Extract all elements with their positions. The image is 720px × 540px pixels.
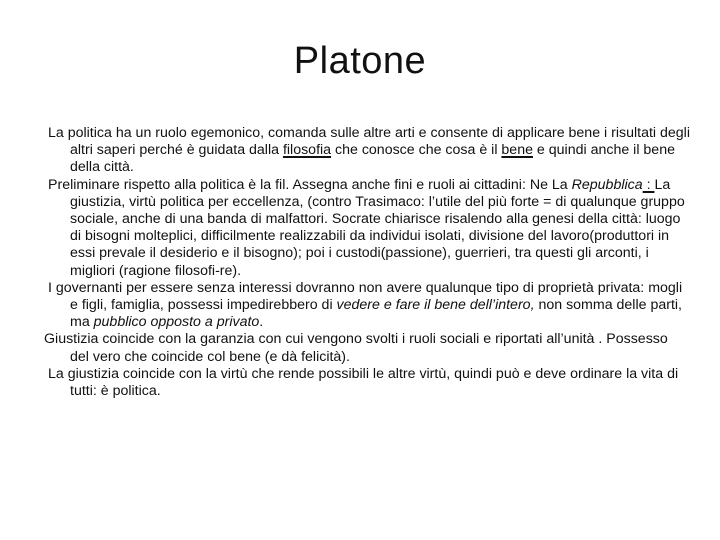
text-run: e quindi anche il bene della città. xyxy=(70,142,675,176)
paragraph-governanti xyxy=(40,280,690,332)
underlined-term-bene: bene xyxy=(501,142,533,159)
slide-body xyxy=(40,125,690,400)
italic-phrase-bene-intero: vedere e fare il bene dell’intero, xyxy=(336,297,535,314)
text-run: I governanti per essere senza interessi dovranno non avere qualunque tipo di proprietà privata: mogli e figli, famiglia, possessi impedirebbero di xyxy=(48,279,683,314)
text-run: Giustizia coincide con la garanzia con cui vengono svolti i ruoli sociali e riportati all’unità . Possesso del vero che coincide col bene (e dà felicità). xyxy=(44,331,668,365)
text-run: Preliminare rispetto alla politica è la fil. Assegna anche fini e ruoli ai cittadini: Ne La xyxy=(48,176,572,193)
italic-term-repubblica: Repubblica xyxy=(571,176,643,193)
underlined-term-filosofia: filosofia xyxy=(282,142,332,159)
paragraph-giustizia-garanzia xyxy=(40,331,690,365)
paragraph-politics-role xyxy=(40,125,690,177)
text-run: che conosce che cosa è il xyxy=(331,142,502,159)
underlined-colon: : xyxy=(642,176,655,193)
text-run: La giustizia, virtù politica per eccellenza, (contro Trasimaco: l’utile del più forte = di qualunque gruppo sociale, anche di una banda di malfattori. Socrate chiarisce risalendo alla genesi della città: luogo di bisogni molteplici, difficilmente realizzabili da individui isolati, divisione del lavoro(produttori in essi prevale il desiderio e il bisogno); poi i custodi(passione), guerrieri, tra questi gli arconti, i migliori (ragione filosofi-re). xyxy=(70,176,685,279)
text-run: . xyxy=(259,314,264,331)
paragraph-giustizia-virtu xyxy=(40,366,690,400)
text-run: La giustizia coincide con la virtù che rende possibili le altre virtù, quindi può e deve ordinare la vita di tutti: è politica. xyxy=(48,365,679,400)
paragraph-repubblica xyxy=(40,177,690,280)
slide-title: Platone xyxy=(293,40,427,82)
text-run: non somma delle parti, ma xyxy=(70,297,682,331)
text-run: La politica ha un ruolo egemonico, comanda sulle altre arti e consente di applicare bene i risultati degli altri saperi perché è guidata dalla xyxy=(48,125,690,159)
italic-phrase-pubblico-privato: pubblico opposto a privato xyxy=(93,314,260,331)
